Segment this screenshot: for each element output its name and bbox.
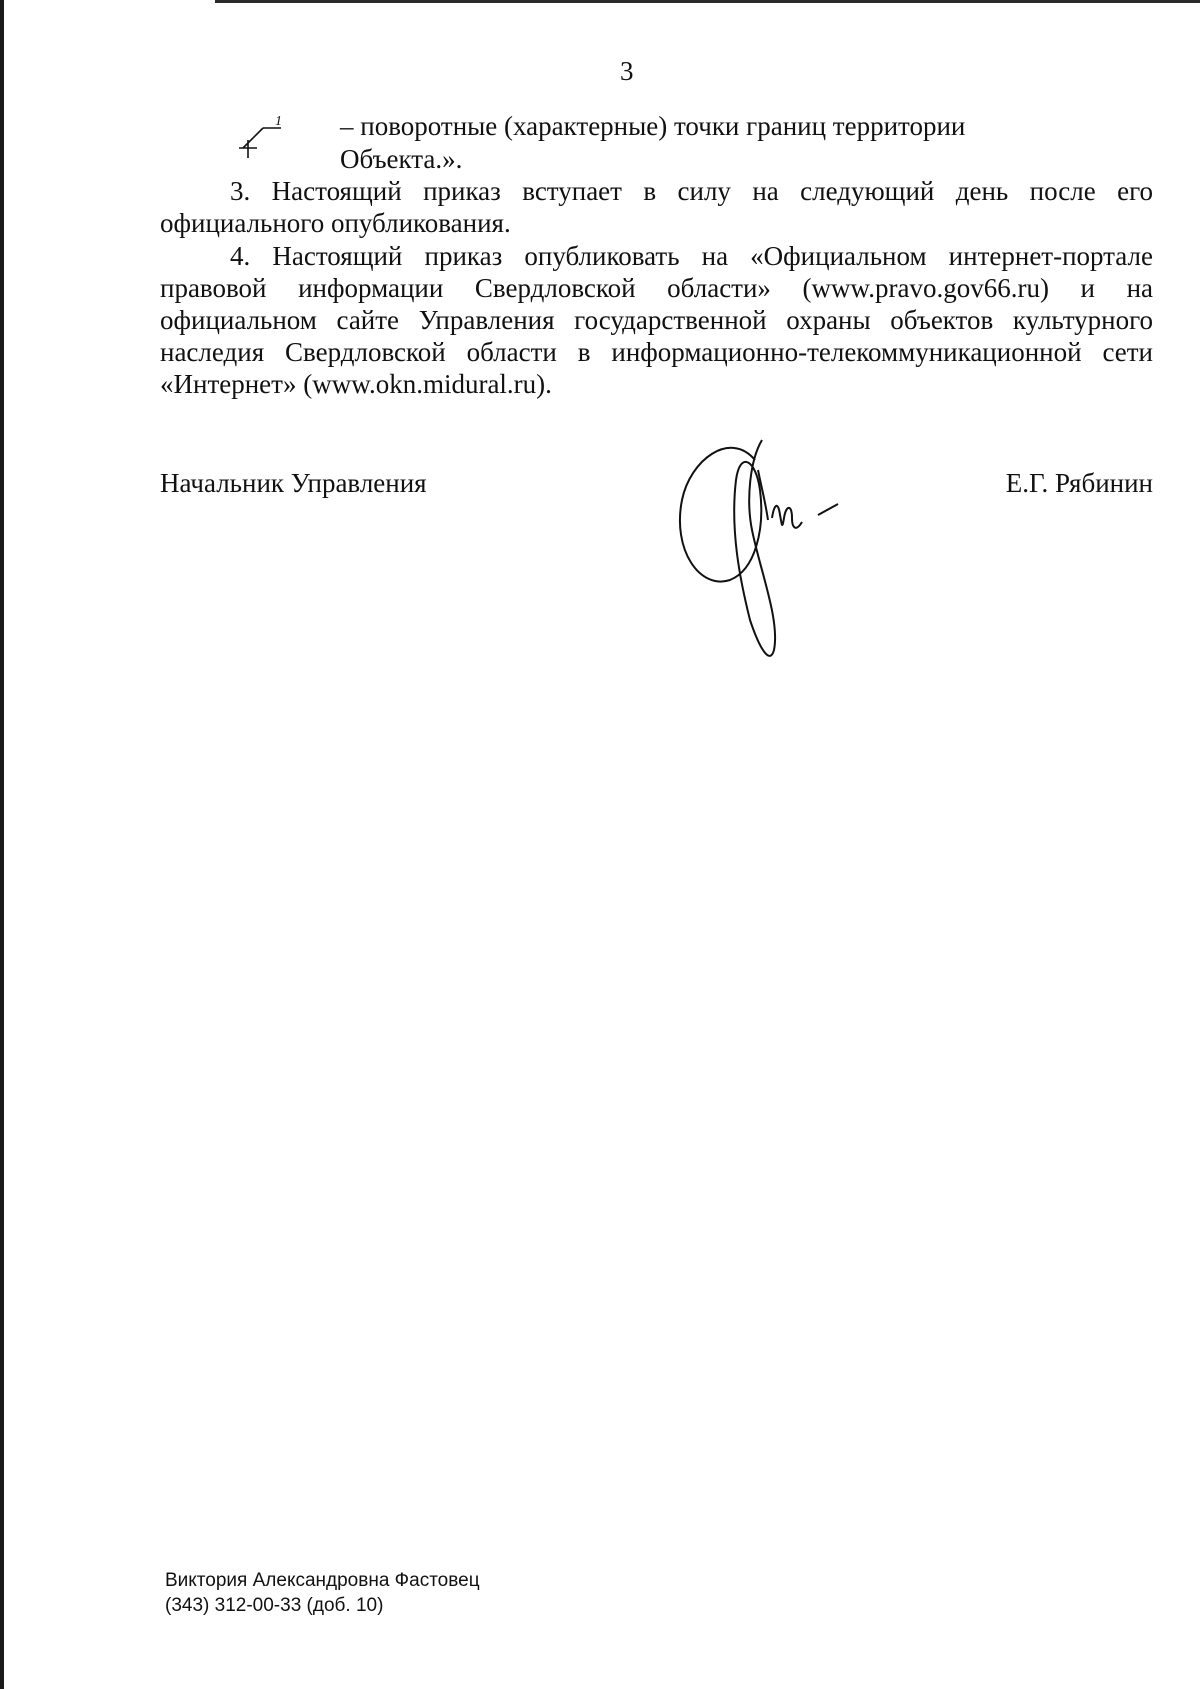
executor-info [165, 1568, 480, 1618]
turning-point-marker-icon [237, 112, 293, 172]
paragraph-4-text: 4. Настоящий приказ опубликовать на «Официальном интернет-портале правовой информации Свердловской области» (www.pravo.gov66.ru) и на официальном сайте Управления государственной охраны объектов культурного наследия Свердловской области в информационно-телекоммуникационной сети «Интернет» (www.okn.midural.ru). [160, 241, 1153, 399]
marker-label: 1 [275, 114, 282, 129]
signatory-name: Е.Г. Рябинин [1005, 468, 1153, 498]
signatory-position: Начальник Управления [160, 468, 427, 498]
paragraph-3-text: 3. Настоящий приказ вступает в силу на следующий день после его официального опубликования. [160, 176, 1153, 238]
legend-line-2: Объекта.». [340, 144, 463, 174]
signature-row [160, 466, 1153, 502]
paragraph-4 [160, 240, 1153, 400]
legend-description [340, 110, 1140, 176]
handwritten-signature [670, 420, 885, 670]
legend-line-1: – поворотные (характерные) точки границ территории [340, 111, 966, 141]
scan-left-edge [0, 0, 4, 1689]
paragraph-3 [160, 175, 1153, 239]
executor-name: Виктория Александровна Фастовец [165, 1570, 480, 1591]
page-number: 3 [620, 56, 634, 86]
executor-phone: (343) 312-00-33 (доб. 10) [165, 1595, 384, 1616]
scan-top-edge [215, 0, 1200, 3]
